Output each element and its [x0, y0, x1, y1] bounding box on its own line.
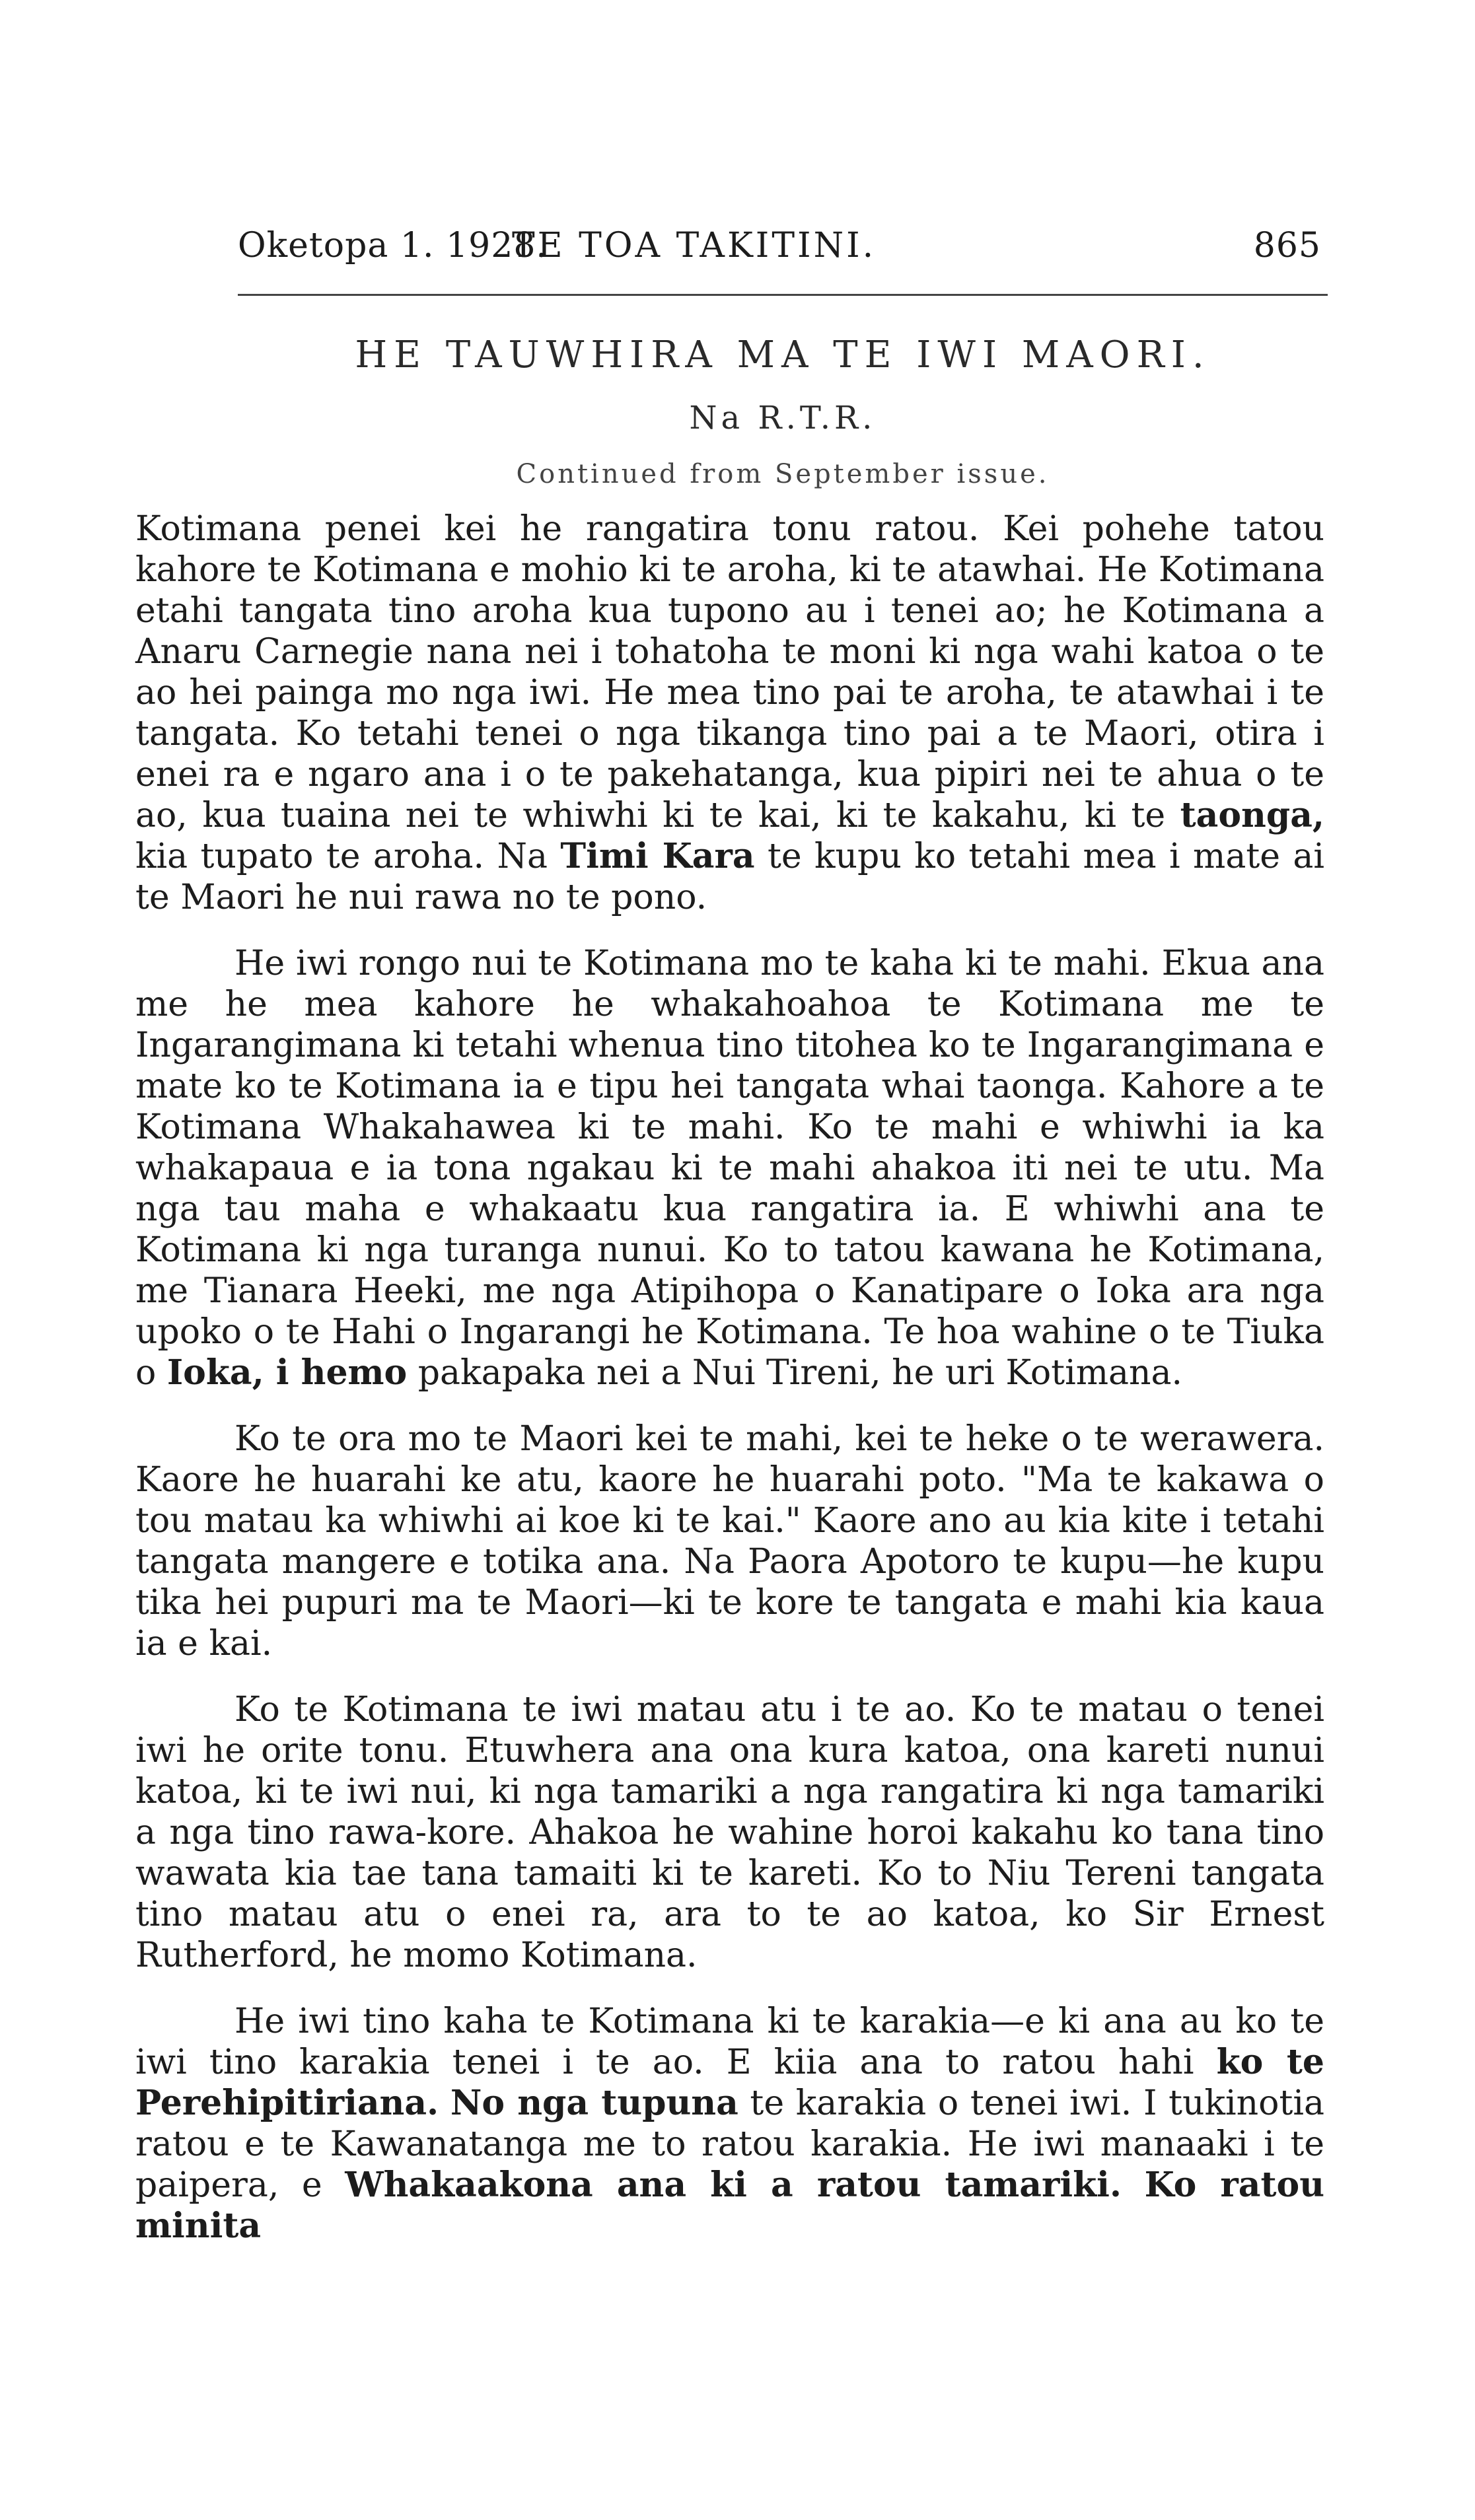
bold-phrase: taonga, — [1180, 795, 1324, 835]
header-page-number: 865 — [1253, 226, 1321, 265]
paragraph-4: Ko te Kotimana te iwi matau atu i te ao. Ko te matau o tenei iwi he orite tonu. Etuwhera ana ona kura katoa, ona kareti nunui katoa, ki te iwi nui, ki nga tamariki a nga rangatira ki nga tamariki a nga tino rawa-kore. Ahakoa he wahine horoi kakahu ko tana tino wawata kia tae tana tamaiti ki te kareti. Ko to Niu Tereni tangata tino matau atu o enei ra, ara to te ao katoa, ko Sir Ernest Rutherford, he momo Kotimana. — [135, 1690, 1324, 1975]
bold-phrase: Ko ratou minita — [135, 2165, 1325, 2246]
header-date: Oketopa 1. 1928. — [238, 226, 548, 265]
bold-phrase: Timi Kara — [560, 836, 755, 876]
paragraph-1: Kotimana penei kei he rangatira tonu ratou. Kei pohehe tatou kahore te Kotimana e mohio ki te aroha, ki te atawhai. He Kotimana etahi tangata tino aroha kua tupono au i tenei ao; he Kotimana a Anaru Carnegie nana nei i tohatoha te moni ki nga wahi katoa o te ao hei painga mo nga iwi. He mea tino pai te aroha, te atawhai i te tangata. Ko tetahi tenei o nga tikanga tino pai a te Maori, otira i enei ra e ngaro ana i o te pakehatanga, kua pipiri nei te ahua o te ao, kua tuaina nei te whiwhi ki te kai, ki te kakahu, ki te taonga, kia tupato te aroha. Na Timi Kara te kupu ko tetahi mea i mate ai te Maori he nui rawa no te pono. — [135, 509, 1325, 917]
bold-phrase: Whakaakona ana ki a ratou tamariki. — [345, 2165, 1122, 2205]
header-publication: TE TOA TAKITINI. — [512, 226, 877, 265]
paragraph-3: Ko te ora mo te Maori kei te mahi, kei te heke o te werawera. Kaore he huarahi ke atu, kaore he huarahi poto. "Ma te kakawa o tou matau ka whiwhi ai koe ki te kai." Kaore ano au kia kite i tetahi tangata mangere e totika ana. Na Paora Apotoro te kupu—he kupu tika hei pupuri ma te Maori—ki te kore te tangata e mahi kia kaua ia e kai. — [135, 1419, 1324, 1663]
bold-phrase: Ioka, i hemo — [166, 1352, 408, 1393]
running-header — [238, 226, 1321, 279]
header-rule — [238, 294, 1328, 296]
bold-phrase: No nga tupuna — [450, 2083, 738, 2123]
paragraph-5: He iwi tino kaha te Kotimana ki te karakia—e ki ana au ko te iwi tino karakia tenei i te ao. E kiia ana to ratou hahi ko te Perehipitiriana. No nga tupuna te karakia o tenei iwi. I tukinotia ratou e te Kawanatanga me to ratou karakia. He iwi manaaki i te paipera, e Whakaakona ana ki a ratou tamariki. Ko ratou minita — [135, 2002, 1325, 2246]
article-title: HE TAUWHIRA MA TE IWI MAORI. — [355, 333, 1211, 376]
bold-phrase: ko te Perehipitiriana. — [135, 2042, 1325, 2123]
paragraph-2: He iwi rongo nui te Kotimana mo te kaha ki te mahi. Ekua ana me he mea kahore he whakahoahoa te Kotimana me te Ingarangimana ki tetahi whenua tino titohea ko te Ingarangimana e mate ko te Kotimana ia e tipu hei tangata whai taonga. Kahore a te Kotimana Whakahawea ki te mahi. Ko te mahi e whiwhi ia ka whakapaua e ia tona ngakau ki te mahi ahakoa iti nei te utu. Ma nga tau maha e whakaatu kua rangatira ia. E whiwhi ana te Kotimana ki nga turanga nunui. Ko to tatou kawana he Kotimana, me Tianara Heeki, me nga Atipihopa o Kanatipare o Ioka ara nga upoko o te Hahi o Ingarangi he Kotimana. Te hoa wahine o te Tiuka o Ioka, i hemo pakapaka nei a Nui Tireni, he uri Kotimana. — [135, 944, 1324, 1393]
article-body — [135, 508, 1324, 2272]
article-byline: Na R.T.R. — [689, 400, 877, 437]
continued-note: Continued from September issue. — [516, 459, 1050, 489]
